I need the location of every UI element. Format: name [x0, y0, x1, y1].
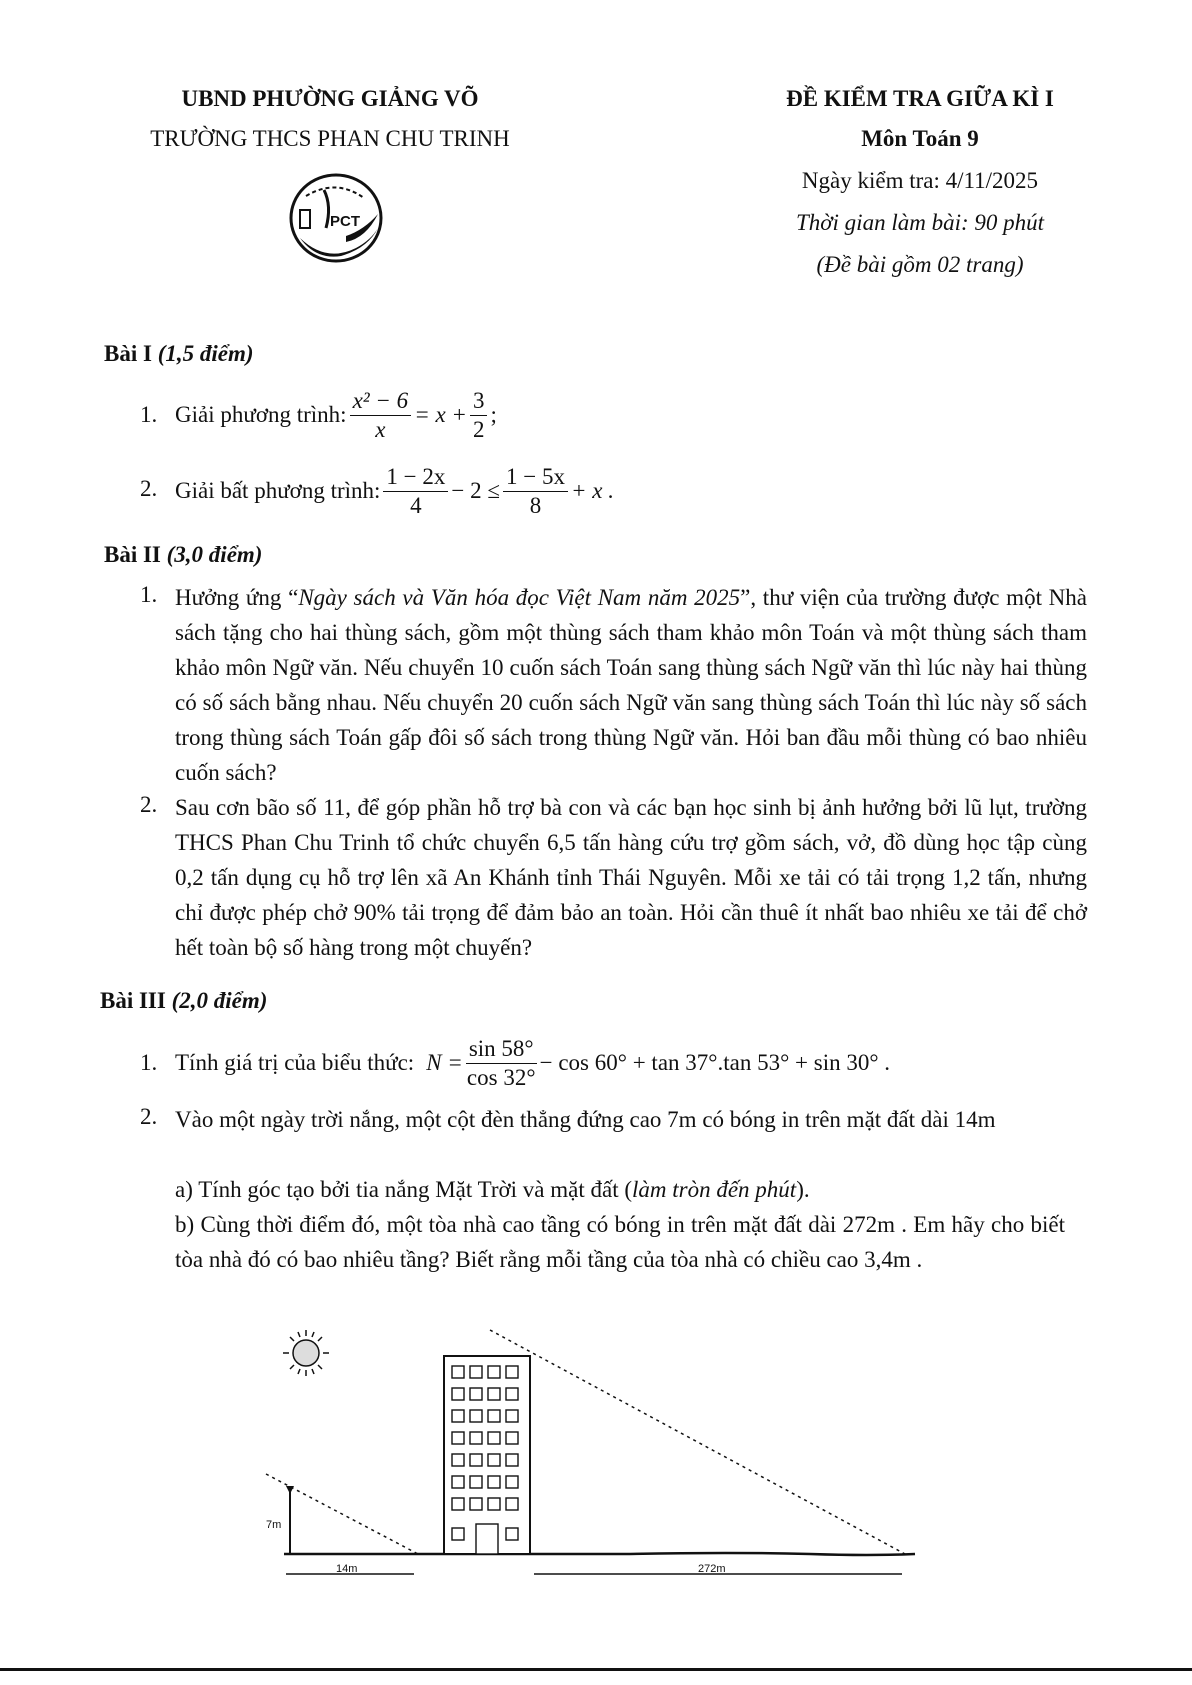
ground-line: [284, 1553, 915, 1555]
shadow-figure: [250, 1318, 930, 1588]
exam-duration: Thời gian làm bài: 90 phút: [795, 210, 1045, 235]
pole-height-label: 7m: [266, 1519, 282, 1531]
bai1-q1-number: 1.: [140, 402, 158, 427]
bai3-q1: Tính giá trị của biểu thức: N = $\frac{\sin 58^\circ}{\cos 32^\circ}$ − cos 60° + tan 37°.tan 53° + sin 30° .: [175, 1035, 891, 1090]
svg-text:PCT: PCT: [330, 213, 360, 230]
bai3-q2b: b) Cùng thời điểm đó, một tòa nhà cao tầng có bóng in trên mặt đất dài 272m . Em hãy cho biết tòa nhà đó có bao nhiêu tầng? Biết rằng mỗi tầng của tòa nhà có chiều cao 3,4m .: [175, 1212, 1065, 1272]
bai1-q1-fraction: $\frac{\text{x² − 6}}{x}$: [350, 387, 412, 444]
bai3-heading: Bài III (2,0 điểm): [100, 988, 268, 1013]
exam-date: Ngày kiểm tra: 4/11/2025: [801, 168, 1039, 193]
bai2-heading: Bài II (3,0 điểm): [104, 542, 263, 567]
bai1-q2-fraction2: $\frac{1 - 5x}{8}$: [503, 463, 568, 520]
bai3-q2-number: 2.: [140, 1104, 158, 1129]
bai1-q1-fraction2: $\frac{3}{2}$: [470, 387, 488, 444]
building-sun-ray: [490, 1330, 905, 1554]
bai3-q2a: a) Tính góc tạo bởi tia nắng Mặt Trời và mặt đất (làm tròn đến phút).: [175, 1177, 810, 1202]
pole-shadow-label: 14m: [336, 1563, 358, 1575]
bai2-q2-number: 2.: [140, 792, 158, 817]
bai1-q2: Giải bất phương trình: $\frac{1 - 2x}{4}$ − 2 ≤ $\frac{1 - 5x}{8}$ + x .: [175, 463, 614, 518]
exam-pages: (Đề bài gồm 02 trang): [816, 252, 1024, 277]
building: [444, 1356, 530, 1554]
bai3-q1-text: Tính giá trị của biểu thức:: [175, 1050, 415, 1075]
building-shadow-label: 272m: [698, 1563, 726, 1575]
sun-icon: [283, 1330, 329, 1376]
page-bottom-rule: [0, 1668, 1192, 1671]
bai2-q1-text: Hưởng ứng “Ngày sách và Văn hóa đọc Việt Nam năm 2025”, thư viện của trường được một Nhà sách tặng cho hai thùng sách, gồm một thùng sách tham khảo môn Toán và một thùng sách tham khảo môn Ngữ văn. Nếu chuyển 10 cuốn sách Toán sang thùng sách Ngữ văn thì lúc này hai thùng có số sách bằng nhau. Nếu chuyển 20 cuốn sách Ngữ văn sang thùng sách Toán thì lúc này số sách trong thùng sách Toán gấp đôi số sách trong thùng Ngữ văn. Hỏi ban đầu mỗi thùng có bao nhiêu cuốn sách?: [175, 585, 1087, 785]
bai3-q1-fraction: $\frac{\sin 58^\circ}{\cos 32^\circ}$: [466, 1035, 536, 1090]
bai1-q2-fraction1: $\frac{1 - 2x}{4}$: [383, 463, 448, 520]
bai1-q1: Giải phương trình: $\frac{\text{x² − 6}}{x}$ = x + $\frac{3}{2}$ ;: [175, 387, 497, 442]
bai2-q2-text: Sau cơn bão số 11, để góp phần hỗ trợ bà con và các bạn học sinh bị ảnh hưởng bởi lũ lụt, trường THCS Phan Chu Trinh tổ chức chuyển 6,5 tấn hàng cứu trợ gồm sách, vở, đồ dùng học tập cùng 0,2 tấn dụng cụ hỗ trợ lên xã An Khánh tỉnh Thái Nguyên. Mỗi xe tải có tải trọng 1,2 tấn, nhưng chỉ được phép chở 90% tải trọng để đảm bảo an toàn. Hỏi cần thuê ít nhất bao nhiêu xe tải để chở hết toàn bộ số hàng trong một chuyến?: [175, 795, 1087, 960]
bai1-q1-text: Giải phương trình:: [175, 402, 347, 427]
bai1-q2-text: Giải bất phương trình:: [175, 478, 381, 503]
bai2-q1-number: 1.: [140, 582, 158, 607]
header-school: TRƯỜNG THCS PHAN CHU TRINH: [150, 126, 510, 151]
exam-title: ĐỀ KIỂM TRA GIỮA KÌ I: [786, 86, 1054, 111]
bai1-heading: Bài I (1,5 điểm): [104, 341, 254, 366]
school-logo: [286, 168, 386, 268]
header-district: UBND PHƯỜNG GIẢNG VÕ: [181, 86, 479, 111]
bai3-q1-number: 1.: [140, 1050, 158, 1075]
bai1-q2-number: 2.: [140, 476, 158, 501]
bai3-q2-text: Vào một ngày trời nắng, một cột đèn thẳng đứng cao 7m có bóng in trên mặt đất dài 14m: [175, 1107, 996, 1132]
exam-subject: Môn Toán 9: [861, 126, 979, 151]
